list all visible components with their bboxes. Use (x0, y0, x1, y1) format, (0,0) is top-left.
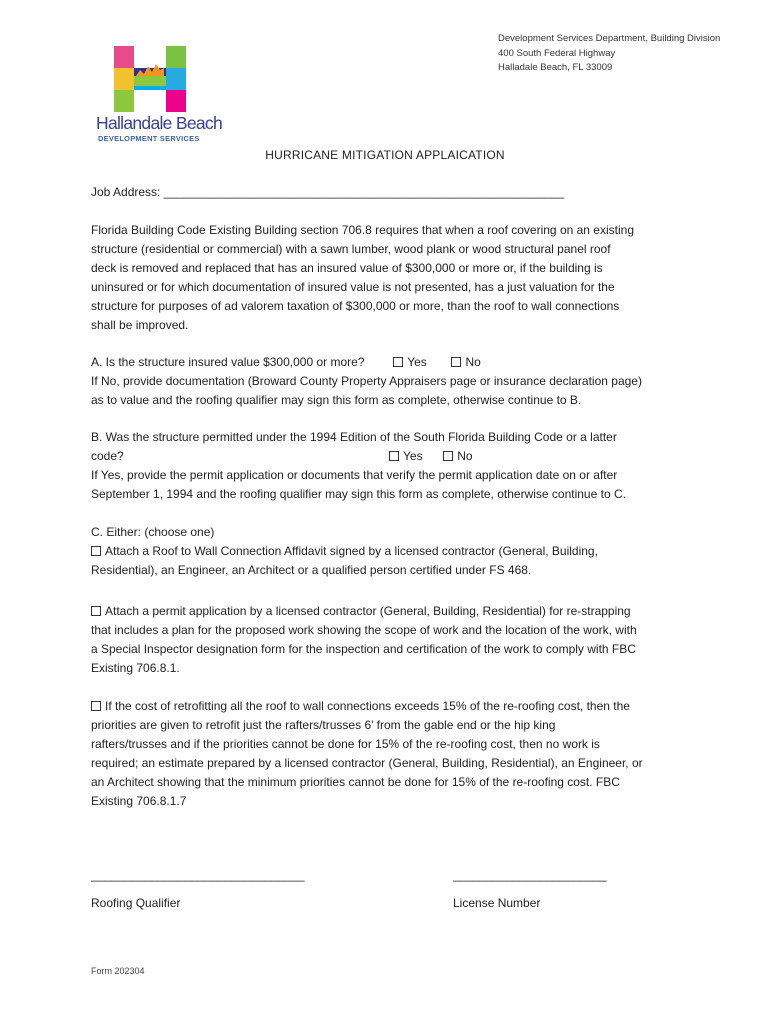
paragraph-line: priorities are given to retrofit just the rafters/trusses 6’ from the gable end or the hip king (91, 718, 556, 732)
option-3-checkbox[interactable] (91, 701, 101, 711)
section-b-no-label: No (457, 449, 473, 463)
intro-paragraph (91, 221, 691, 335)
license-number-line[interactable]: _______________________ (453, 868, 607, 882)
paragraph-line: as to value and the roofing qualifier may sign this form as complete, otherwise continue to B. (91, 393, 582, 407)
paragraph-line: September 1, 1994 and the roofing qualifier may sign this form as complete, otherwise continue to C. (91, 487, 626, 501)
paragraph-line: Florida Building Code Existing Building section 706.8 requires that when a roof covering on an existing (91, 223, 634, 237)
roofing-qualifier-signature-line[interactable]: ________________________________ (91, 868, 305, 882)
paragraph-line: Attach a permit application by a licensed contractor (General, Building, Residential) for re-strapping (105, 604, 631, 618)
form-number: Form 202304 (91, 966, 145, 976)
section-b-yes-label: Yes (403, 449, 423, 463)
paragraph-line: an Architect showing that the minimum priorities cannot be done for 15% of the re-roofing cost. FBC (91, 775, 620, 789)
section-b-question-row (91, 447, 691, 466)
section-a-question-row (91, 353, 691, 372)
option-1-row (91, 542, 691, 561)
paragraph-line: uninsured or for which documentation of insured value is not presented, has a just valuation for the (91, 280, 615, 294)
section-c-heading: C. Either: (choose one) (91, 525, 215, 539)
logo-subtitle: DEVELOPMENT SERVICES (98, 134, 200, 143)
roofing-qualifier-label: Roofing Qualifier (91, 896, 181, 910)
section-b-no-checkbox[interactable] (443, 451, 453, 461)
address-line: Development Services Department, Building Division (498, 33, 721, 44)
paragraph-line: structure for purposes of ad valorem taxation of $300,000 or more, than the roof to wall connections (91, 299, 620, 313)
license-number-label: License Number (453, 896, 541, 910)
address-line: 400 South Federal Highway (498, 47, 616, 59)
paragraph-line: structure (residential or commercial) with a sawn lumber, wood plank or wood structural panel roof (91, 242, 611, 256)
paragraph-line: If No, provide documentation (Broward County Property Appraisers page or insurance declaration page) (91, 374, 642, 388)
paragraph-line: shall be improved. (91, 318, 189, 332)
department-address (498, 32, 720, 76)
section-c-option-2 (91, 602, 691, 678)
option-2-checkbox[interactable] (91, 606, 101, 616)
paragraph-line: Existing 706.8.1. (91, 661, 180, 675)
section-a-no-checkbox[interactable] (451, 357, 461, 367)
paragraph-line: deck is removed and replaced that has an insured value of $300,000 or more or, if the building is (91, 261, 603, 275)
paragraph-line: Attach a Roof to Wall Connection Affidavit signed by a licensed contractor (General, Building, (105, 544, 598, 558)
job-address-label: Job Address: ____________________________________________________________ (91, 185, 565, 199)
option-2-row (91, 602, 691, 621)
section-b-question-end: code? (91, 449, 124, 463)
section-c (91, 523, 691, 580)
section-b-question: B. Was the structure permitted under the 1994 Edition of the South Florida Building Code or a latter (91, 430, 617, 444)
section-a-yes-checkbox[interactable] (393, 357, 403, 367)
paragraph-line: a Special Inspector designation form for the inspection and certification of the work to comply with FBC (91, 642, 636, 656)
hallandale-beach-logo (96, 46, 222, 144)
address-line: Halladale Beach, FL 33009 (498, 62, 613, 73)
section-a-yes-label: Yes (407, 355, 427, 369)
option-3-row (91, 697, 691, 716)
paragraph-line: If the cost of retrofitting all the roof to wall connections exceeds 15% of the re-roofing cost, then the (105, 699, 630, 713)
section-a-question: A. Is the structure insured value $300,000 or more? (91, 355, 365, 369)
page-title: HURRICANE MITIGATION APPLAICATION (265, 148, 505, 162)
paragraph-line: rafters/trusses and if the priorities cannot be done for 15% of the re-roofing cost, then no work is (91, 737, 600, 751)
paragraph-line: Residential), an Engineer, an Architect or a qualified person certified under FS 468. (91, 563, 532, 577)
section-b-yes-checkbox[interactable] (389, 451, 399, 461)
section-c-option-3 (91, 697, 691, 811)
section-a-no-label: No (465, 355, 481, 369)
paragraph-line: required; an estimate prepared by a licensed contractor (General, Building, Residential), an Engineer, or (91, 756, 643, 770)
section-b (91, 428, 691, 504)
option-1-checkbox[interactable] (91, 546, 101, 556)
section-a (91, 353, 691, 410)
job-address-field[interactable] (91, 183, 691, 202)
paragraph-line: If Yes, provide the permit application or documents that verify the permit application date on or after (91, 468, 618, 482)
logo-name: Hallandale Beach (96, 113, 222, 133)
h-logo-icon (114, 46, 186, 112)
paragraph-line: that includes a plan for the proposed work showing the scope of work and the location of the work, with (91, 623, 637, 637)
paragraph-line: Existing 706.8.1.7 (91, 794, 187, 808)
